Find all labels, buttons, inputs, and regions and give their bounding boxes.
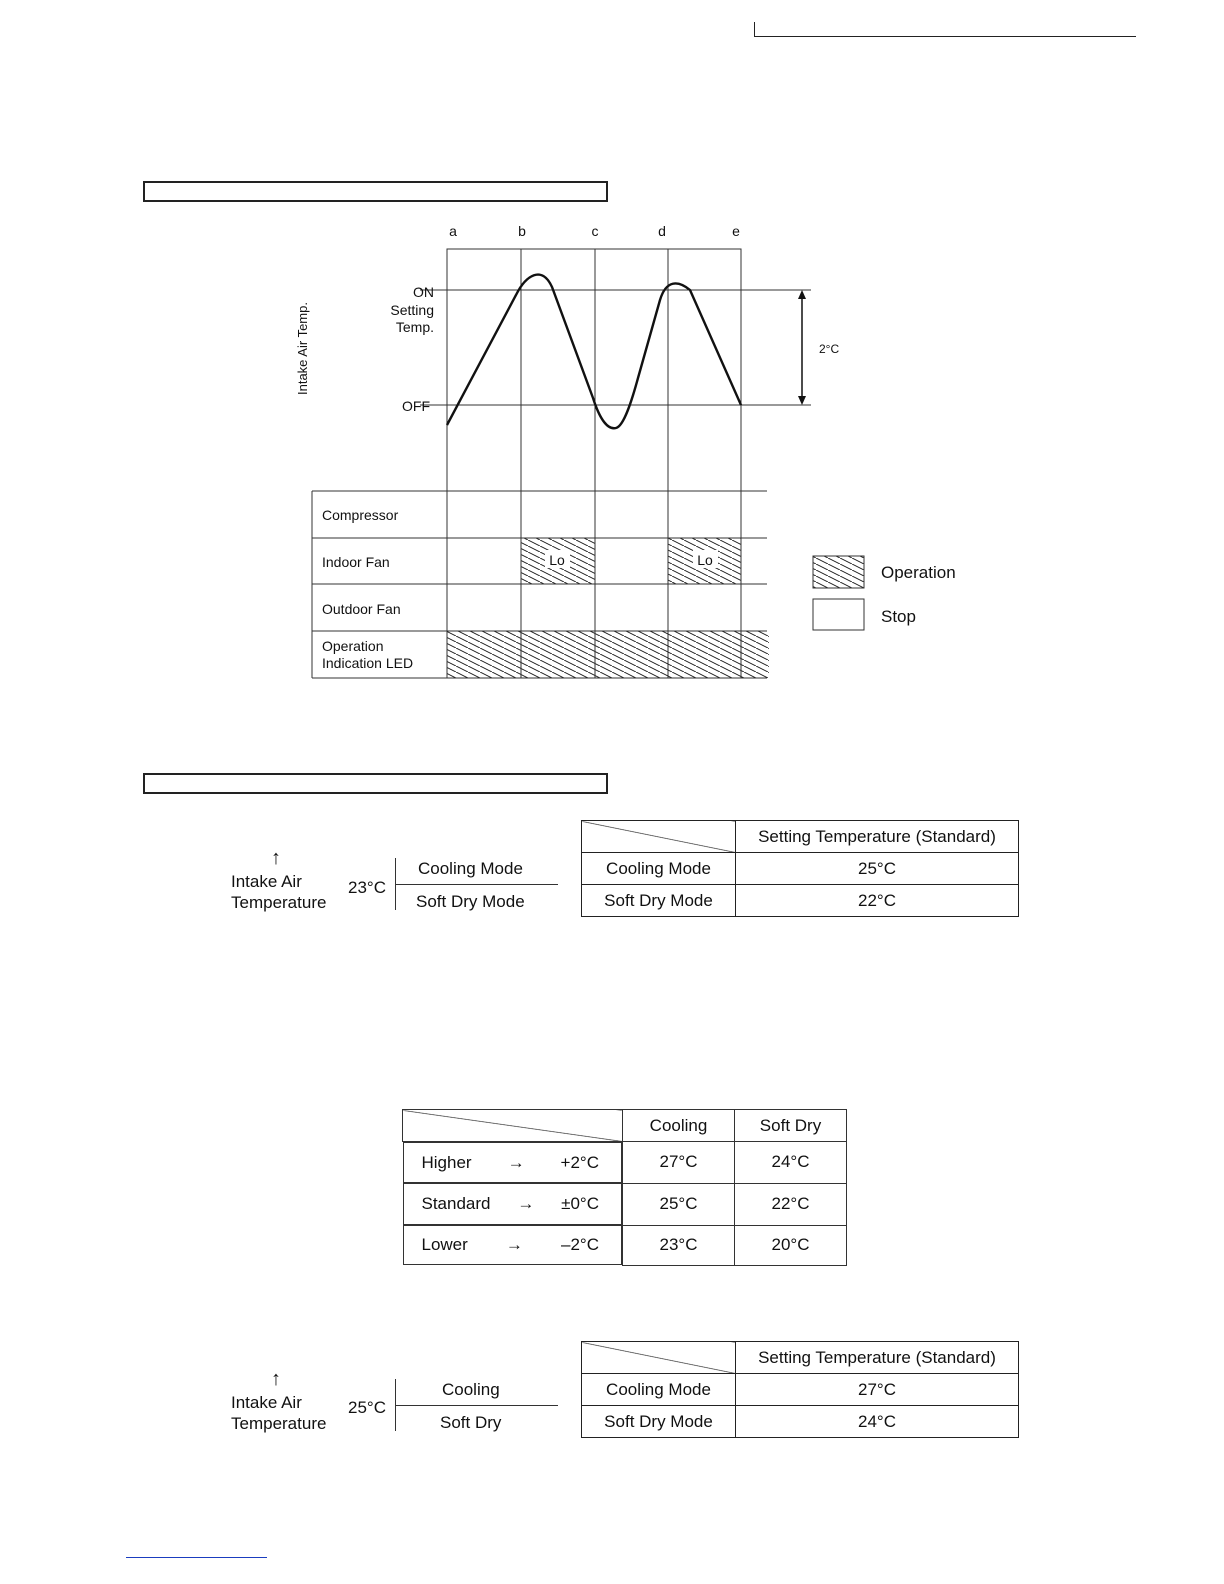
block2-row-lower — [403, 1225, 623, 1265]
temp-label: Temp. — [395, 319, 434, 335]
range-arrow-head-up — [798, 290, 806, 299]
graph-frame — [447, 249, 741, 491]
block1-intake-line1: Intake Air — [231, 872, 302, 891]
block1-setting-table — [581, 820, 1019, 917]
row-label-indoor-fan: Indoor Fan — [322, 554, 390, 570]
block1-table-temp-cooling: 25°C — [736, 853, 1019, 885]
led-operation-a-e — [447, 631, 769, 678]
block3-divider — [395, 1405, 558, 1406]
block2-offset-table — [402, 1109, 847, 1266]
indoor-fan-lo-label-1: Lo — [549, 552, 565, 568]
legend-operation-label: Operation — [881, 563, 956, 582]
range-arrow-head-down — [798, 396, 806, 405]
time-label-b: b — [518, 223, 526, 239]
time-label-a: a — [449, 223, 457, 239]
block1-table-mode-softdry: Soft Dry Mode — [582, 885, 736, 917]
block1-upper-mode: Cooling Mode — [418, 859, 523, 878]
block1-threshold: 23°C — [348, 878, 386, 897]
indoor-fan-lo-label-2: Lo — [697, 552, 713, 568]
row-label-led-line2: Indication LED — [322, 655, 414, 671]
block3-table-mode-softdry: Soft Dry Mode — [582, 1406, 736, 1438]
block2-row-higher — [403, 1142, 623, 1183]
block3-table-mode-cooling: Cooling Mode — [582, 1374, 736, 1406]
block2-row-offset: +2°C — [560, 1153, 599, 1172]
range-label: 2°C — [819, 342, 840, 356]
legend-stop-swatch — [813, 599, 864, 630]
block2-cell-cooling: 25°C — [623, 1183, 735, 1225]
right-arrow-icon: → — [505, 1235, 523, 1254]
block3-upper-mode: Cooling — [442, 1380, 500, 1399]
block3-table-temp-softdry: 24°C — [736, 1406, 1019, 1438]
block1-divider — [395, 884, 558, 885]
on-label: ON — [413, 284, 434, 300]
block2-cell-cooling: 27°C — [623, 1142, 735, 1184]
row-label-compressor: Compressor — [322, 507, 399, 523]
right-arrow-icon: → — [507, 1153, 525, 1172]
block2-row-offset: ±0°C — [561, 1194, 599, 1213]
block3-table-corner — [582, 1342, 736, 1374]
block1-up-arrow: ↑ — [271, 847, 281, 869]
section-title-box-2 — [143, 773, 608, 794]
block2-row-offset: –2°C — [561, 1235, 599, 1254]
right-arrow-icon: → — [517, 1194, 535, 1213]
footer-link-underline[interactable] — [126, 1557, 267, 1558]
block1-lower-mode: Soft Dry Mode — [416, 892, 525, 911]
block3-lower-mode: Soft Dry — [440, 1413, 502, 1432]
row-label-outdoor-fan: Outdoor Fan — [322, 601, 401, 617]
block1-table-mode-cooling: Cooling Mode — [582, 853, 736, 885]
block2-row-label: Lower — [421, 1235, 468, 1254]
off-label: OFF — [402, 398, 430, 414]
block1-table-corner — [582, 821, 736, 853]
block2-row-label: Higher — [421, 1153, 472, 1172]
timing-diagram — [0, 0, 1224, 700]
block2-row-standard — [403, 1183, 623, 1225]
block2-cell-softdry: 22°C — [735, 1183, 847, 1225]
block2-cell-softdry: 20°C — [735, 1225, 847, 1265]
block2-row-label: Standard — [421, 1194, 491, 1213]
time-label-c: c — [591, 223, 599, 239]
block2-table-corner — [403, 1110, 623, 1142]
block2-header-cooling: Cooling — [623, 1110, 735, 1142]
block3-intake-line2: Temperature — [231, 1414, 327, 1433]
block1-table-temp-softdry: 22°C — [736, 885, 1019, 917]
block3-intake-line1: Intake Air — [231, 1393, 302, 1412]
setting-label: Setting — [390, 302, 434, 318]
block1-intake-line2: Temperature — [231, 893, 327, 912]
time-label-d: d — [658, 223, 666, 239]
block1-table-header: Setting Temperature (Standard) — [736, 821, 1019, 853]
block2-cell-cooling: 23°C — [623, 1225, 735, 1265]
time-label-e: e — [732, 223, 740, 239]
legend-stop-label: Stop — [881, 607, 916, 626]
block2-cell-softdry: 24°C — [735, 1142, 847, 1184]
block3-table-header: Setting Temperature (Standard) — [736, 1342, 1019, 1374]
y-axis-label: Intake Air Temp. — [295, 302, 310, 395]
legend-operation-swatch — [813, 556, 864, 588]
block3-setting-table — [581, 1341, 1019, 1438]
row-label-led-line1: Operation — [322, 638, 384, 654]
block3-table-temp-cooling: 27°C — [736, 1374, 1019, 1406]
block2-header-softdry: Soft Dry — [735, 1110, 847, 1142]
block3-threshold: 25°C — [348, 1398, 386, 1417]
block3-up-arrow: ↑ — [271, 1368, 281, 1390]
